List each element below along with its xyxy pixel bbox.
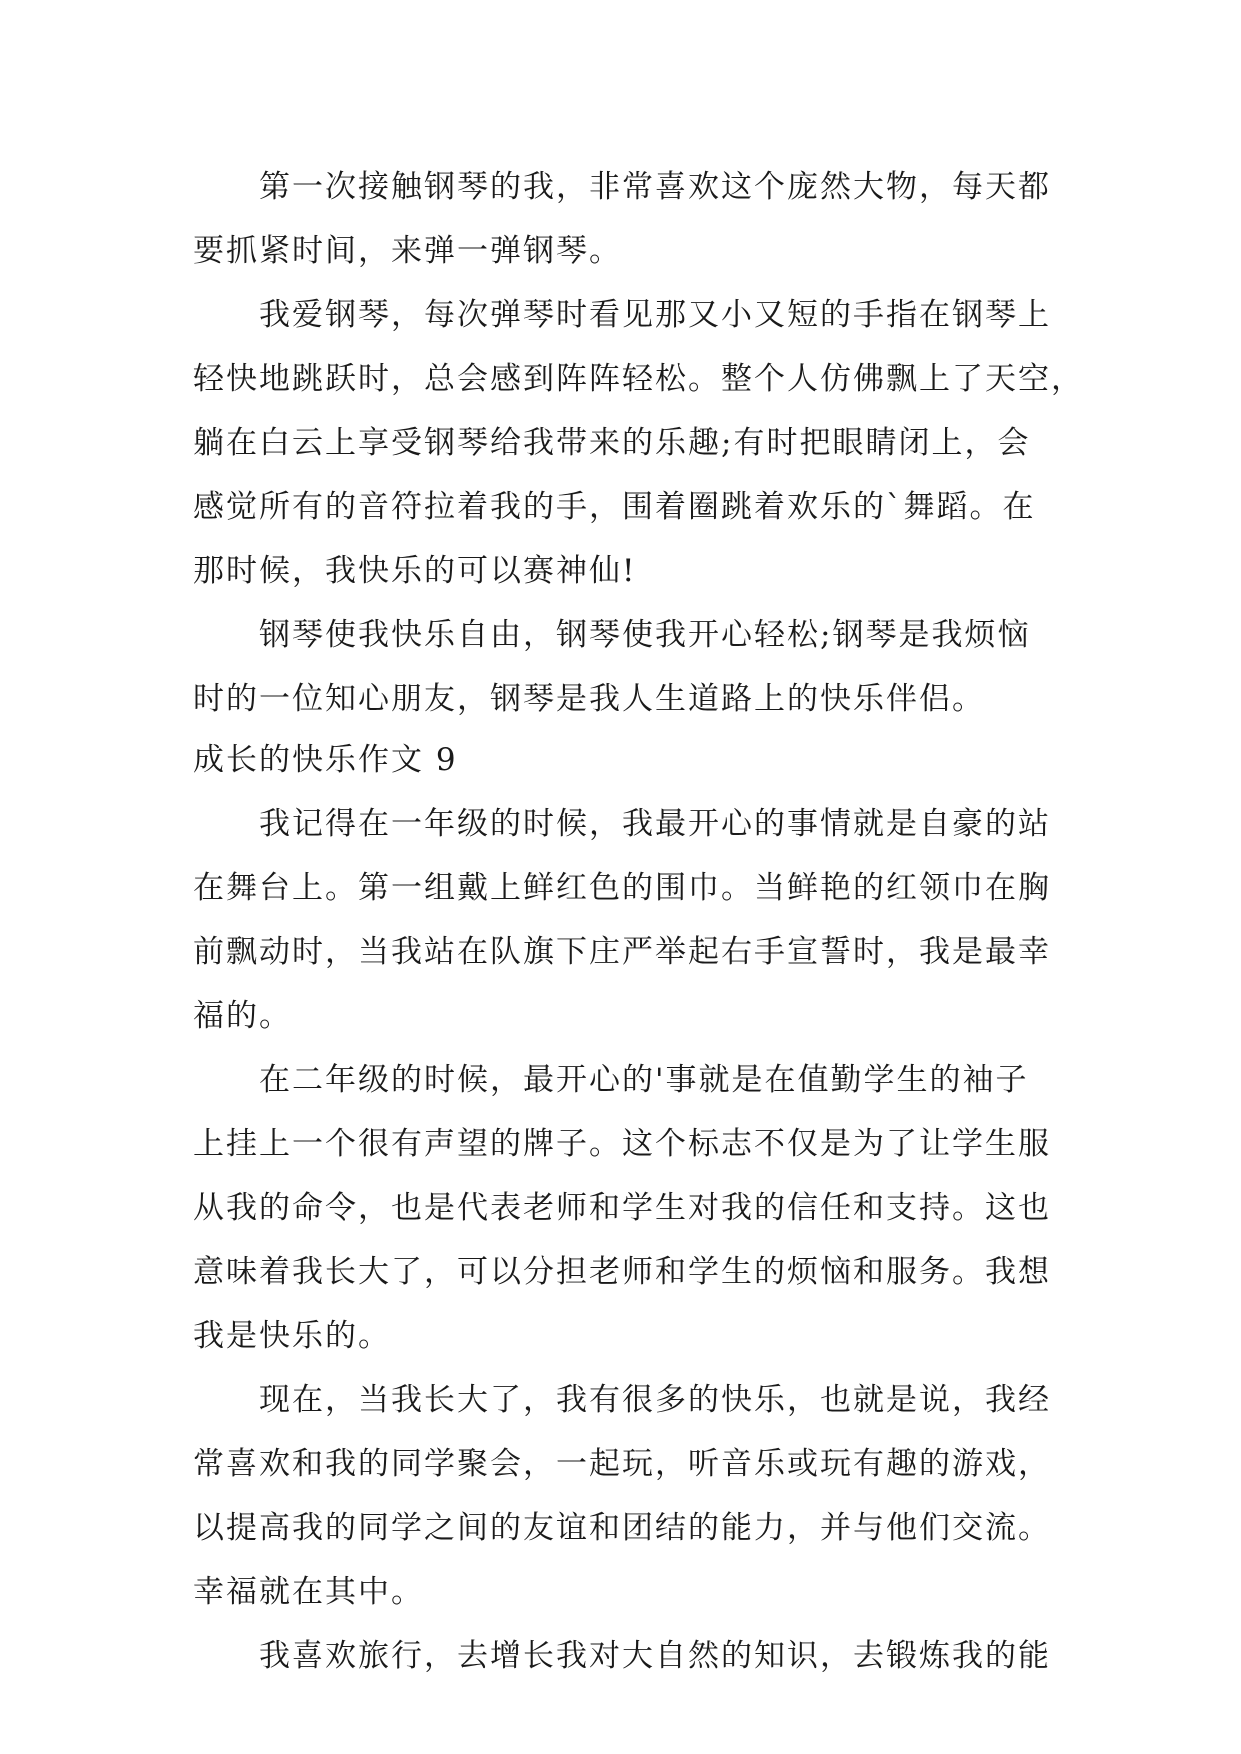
paragraph-line: 前飘动时，当我站在队旗下庄严举起右手宣誓时，我是最幸 (193, 934, 1051, 970)
paragraph-line: 躺在白云上享受钢琴给我带来的乐趣;有时把眼睛闭上，会 (193, 425, 1031, 461)
paragraph-line: 钢琴使我快乐自由，钢琴使我开心轻松;钢琴是我烦恼 (259, 617, 1031, 653)
paragraph-line: 在舞台上。第一组戴上鲜红色的围巾。当鲜艳的红领巾在胸 (193, 870, 1051, 906)
paragraph-line: 现在，当我长大了，我有很多的快乐，也就是说，我经 (259, 1382, 1051, 1418)
section-heading: 成长的快乐作文 9 (193, 742, 458, 778)
paragraph-line: 时的一位知心朋友，钢琴是我人生道路上的快乐伴侣。 (193, 681, 985, 717)
paragraph-line: 上挂上一个很有声望的牌子。这个标志不仅是为了让学生服 (193, 1126, 1051, 1162)
paragraph-line: 我爱钢琴，每次弹琴时看见那又小又短的手指在钢琴上 (259, 297, 1051, 333)
paragraph-line: 轻快地跳跃时，总会感到阵阵轻松。整个人仿佛飘上了天空， (193, 361, 1084, 397)
paragraph-line: 在二年级的时候，最开心的'事就是在值勤学生的袖子 (259, 1062, 1029, 1098)
paragraph-line: 常喜欢和我的同学聚会，一起玩，听音乐或玩有趣的游戏， (193, 1446, 1051, 1482)
paragraph-line: 要抓紧时间，来弹一弹钢琴。 (193, 233, 622, 269)
paragraph-line: 我是快乐的。 (193, 1318, 391, 1354)
paragraph-line: 福的。 (193, 998, 292, 1034)
paragraph-line: 我记得在一年级的时候，我最开心的事情就是自豪的站 (259, 806, 1051, 842)
paragraph-line: 我喜欢旅行，去增长我对大自然的知识，去锻炼我的能 (259, 1638, 1051, 1674)
paragraph-line: 意味着我长大了，可以分担老师和学生的烦恼和服务。我想 (193, 1254, 1051, 1290)
paragraph-line: 从我的命令，也是代表老师和学生对我的信任和支持。这也 (193, 1190, 1051, 1226)
paragraph-line: 感觉所有的音符拉着我的手，围着圈跳着欢乐的`舞蹈。在 (193, 489, 1036, 525)
paragraph-line: 幸福就在其中。 (193, 1574, 424, 1610)
paragraph-line: 以提高我的同学之间的友谊和团结的能力，并与他们交流。 (193, 1510, 1051, 1546)
paragraph-line: 那时候，我快乐的可以赛神仙! (193, 553, 637, 589)
paragraph-line: 第一次接触钢琴的我，非常喜欢这个庞然大物，每天都 (259, 169, 1051, 205)
